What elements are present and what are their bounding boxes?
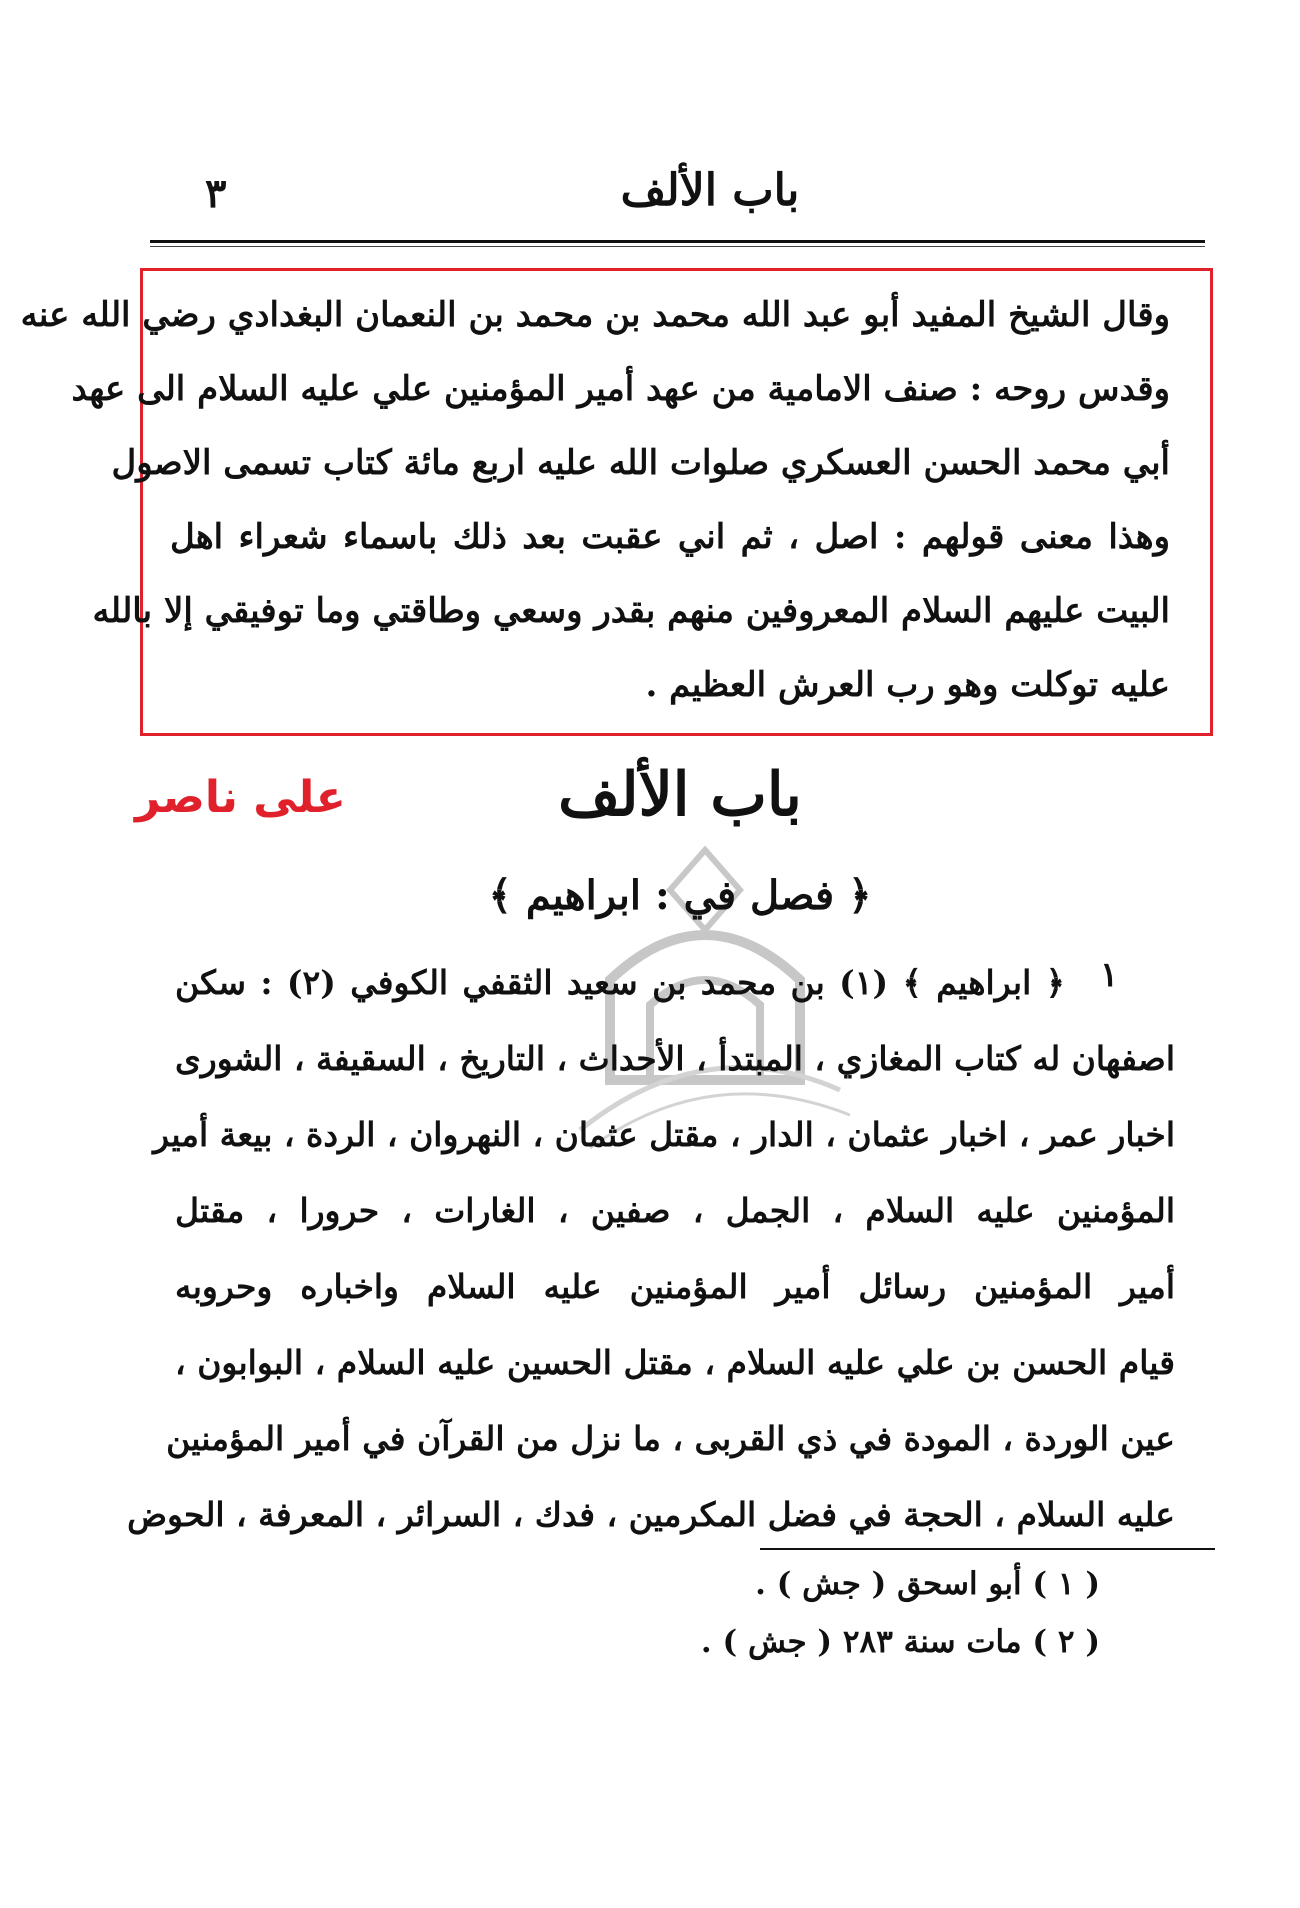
- intro-line: عليه توكلت وهو رب العرش العظيم .: [645, 665, 1170, 705]
- section-heading: ﴿ فصل في : ابراهيم ﴾: [488, 872, 872, 919]
- entry-line: اخبار عمر ، اخبار عثمان ، الدار ، مقتل عثمان ، النهروان ، الردة ، بيعة أمير: [153, 1115, 1175, 1154]
- entry-number: ١: [1100, 955, 1119, 995]
- footnote: ( ١ ) أبو اسحق ( جش ) .: [755, 1566, 1100, 1602]
- intro-line: البيت عليهم السلام المعروفين منهم بقدر وسعي وطاقتي وما توفيقي إلا بالله: [92, 591, 1170, 631]
- header-rule-thin: [150, 246, 1205, 247]
- author-tag: على ناصر: [135, 772, 346, 823]
- footnotes: [560, 1555, 1100, 1671]
- header-rule: [150, 240, 1205, 243]
- entry-paragraph: [127, 945, 1175, 1553]
- intro-paragraph: [20, 278, 1170, 722]
- footnote: ( ٢ ) مات سنة ٢٨٣ ( جش ) .: [700, 1624, 1100, 1660]
- chapter-title: باب الألف: [558, 760, 802, 830]
- entry-line: اصفهان له كتاب المغازي ، المبتدأ ، الأحداث ، التاريخ ، السقيفة ، الشورى: [174, 1039, 1175, 1078]
- footnote-rule: [760, 1548, 1215, 1550]
- entry-line: عليه السلام ، الحجة في فضل المكرمين ، فدك ، السرائر ، المعرفة ، الحوض: [127, 1495, 1175, 1534]
- entry-line: عين الوردة ، المودة في ذي القربى ، ما نزل من القرآن في أمير المؤمنين: [166, 1419, 1175, 1458]
- intro-line: أبي محمد الحسن العسكري صلوات الله عليه اربع مائة كتاب تسمى الاصول: [111, 443, 1170, 483]
- entry-line: أمير المؤمنين رسائل أمير المؤمنين عليه السلام واخباره وحروبه: [175, 1267, 1175, 1306]
- intro-line: وقال الشيخ المفيد أبو عبد الله محمد بن محمد بن النعمان البغدادي رضي الله عنه: [20, 295, 1170, 335]
- intro-line: وقدس روحه : صنف الامامية من عهد أمير المؤمنين علي عليه السلام الى عهد: [71, 369, 1170, 409]
- entry-line: قيام الحسن بن علي عليه السلام ، مقتل الحسين عليه السلام ، البوابون ،: [175, 1343, 1175, 1382]
- running-header-title: باب الألف: [620, 165, 800, 216]
- entry-line: ﴿ ابراهيم ﴾ (١) بن محمد بن سعيد الثقفي الكوفي (٢) : سكن: [175, 963, 1065, 1002]
- page-number: ٣: [205, 170, 227, 217]
- intro-line: وهذا معنى قولهم : اصل ، ثم اني عقبت بعد ذلك باسماء شعراء اهل: [170, 517, 1170, 557]
- entry-line: المؤمنين عليه السلام ، الجمل ، صفين ، الغارات ، حرورا ، مقتل: [175, 1191, 1175, 1230]
